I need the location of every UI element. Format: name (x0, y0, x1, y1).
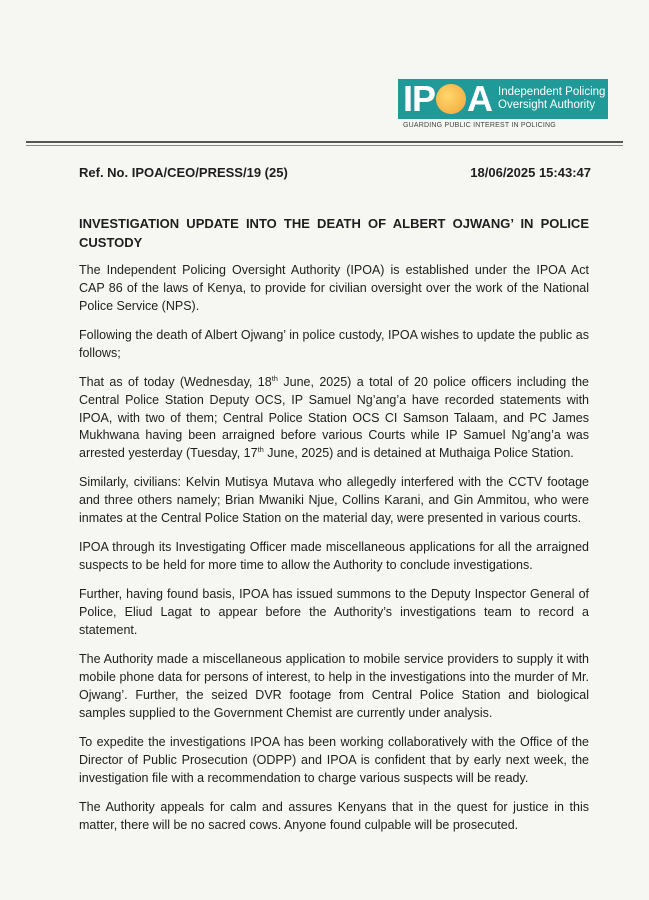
logo-org-line1: Independent Policing (498, 86, 606, 98)
paragraph-phone-data: The Authority made a miscellaneous application to mobile service providers to supply it with mobile phone data for persons of interest, to help in the investigations into the murder of Mr. Ojwang’. Further, the seized DVR footage from Central Police Station and biological samples supplied to the Government Chemist are currently under analysis. (79, 652, 589, 720)
logo-org-line2: Oversight Authority (498, 99, 596, 111)
logo-tagline: GUARDING PUBLIC INTEREST IN POLICING (403, 122, 556, 129)
paragraph-summons: Further, having found basis, IPOA has issued summons to the Deputy Inspector General of Police, Eliud Lagat to appear before the Authority’s investigations team to record a statement. (79, 587, 589, 638)
press-datetime: 18/06/2025 15:43:47 (470, 165, 591, 180)
logo-wordmark (403, 78, 493, 119)
header-divider-thin (26, 145, 623, 146)
sun-icon (436, 84, 466, 114)
reference-number: Ref. No. IPOA/CEO/PRESS/19 (25) (79, 165, 288, 180)
logo-org-name (498, 86, 605, 112)
paragraph-officers-part-a: That as of today (Wednesday, 18 (79, 374, 272, 389)
logo-wordmark-right: A (467, 78, 493, 119)
paragraph-civilians: Similarly, civilians: Kelvin Mutisya Mutava who allegedly interfered with the CCTV footage and three others namely; Brian Mwaniki Njue, Collins Karani, and Gin Ammitou, who were inmates at the Central Police Station on the material day, were presented in various courts. (79, 475, 589, 526)
paragraph-officers (79, 374, 589, 463)
logo-wordmark-left: IP (403, 78, 436, 119)
paragraph-odpp: To expedite the investigations IPOA has been working collaboratively with the Office of the Director of Public Prosecution (ODPP) and IPOA is confident that by early next week, the investigation file with a recommendation to charge various suspects will be ready. (79, 735, 589, 785)
paragraph-officers-part-b: June, 2025) a total of 20 police officers including the Central Police Station Deputy OCS, IP Samuel Ng’ang’a have recorded statements with IPOA, with two of them; Central Police Station OCS CI Samson Talaam, and PC James Mukhwana having been arraigned before various Courts while IP Samuel Ng’ang’a was arrested yesterday (Tuesday, 17 (79, 374, 589, 461)
paragraph-applications: IPOA through its Investigating Officer made miscellaneous applications for all the arraigned suspects to be held for more time to allow the Authority to conclude investigations. (79, 540, 589, 573)
reference-line (79, 165, 591, 180)
paragraph-officers-part-c: June, 2025) and is detained at Muthaiga Police Station. (263, 446, 574, 461)
ordinal-suffix: th (257, 445, 264, 455)
paragraph-intro: The Independent Policing Oversight Authority (IPOA) is established under the IPOA Act CAP 86 of the laws of Kenya, to provide for civilian oversight over the work of the National Police Service (NPS). (79, 263, 589, 313)
ipoa-logo (398, 79, 608, 119)
press-release-body (79, 214, 589, 846)
page-title: INVESTIGATION UPDATE INTO THE DEATH OF ALBERT OJWANG’ IN POLICE CUSTODY (79, 216, 589, 250)
paragraph-following: Following the death of Albert Ojwang’ in police custody, IPOA wishes to update the public as follows; (79, 327, 589, 360)
ordinal-suffix: th (271, 373, 278, 383)
header-divider (26, 141, 623, 143)
paragraph-appeal: The Authority appeals for calm and assures Kenyans that in the quest for justice in this matter, there will be no sacred cows. Anyone found culpable will be prosecuted. (79, 799, 589, 832)
